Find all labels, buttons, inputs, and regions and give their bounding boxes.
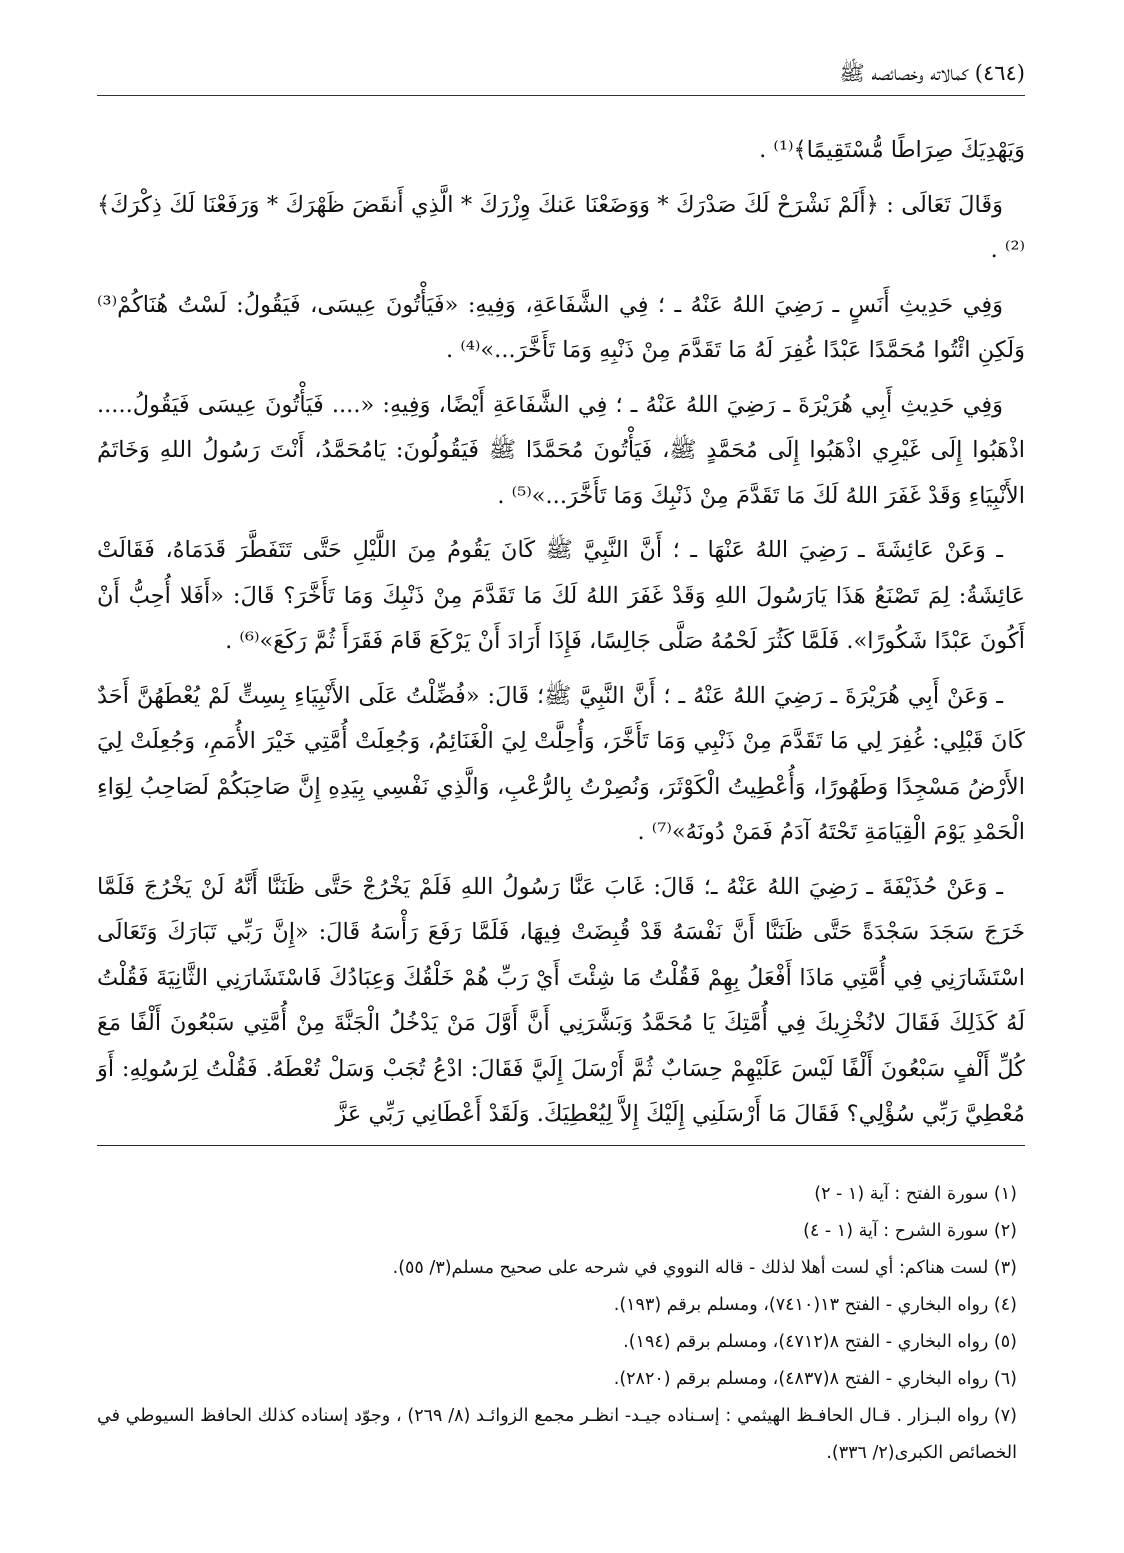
footnote-4: (٤) رواه البخاري - الفتح ١٣(٧٤١٠)، ومسلم برقم (١٩٣). xyxy=(613,1295,1017,1315)
footnotes xyxy=(97,1176,1017,1472)
paragraph: ـ وَعَنْ عَائِشَةَ ـ رَضِيَ اللهُ عَنْهَا ـ ؛ أَنَّ النَّبِيَّ ﷺ كَانَ يَقُومُ مِنَ اللَّيْلِ حَتَّى تَتَفَطَّرَ قَدَمَاهُ، فَقَالَتْ عَائِشَةُ: لِمَ تَصْنَعُ هَذَا يَارَسُولَ اللهِ وَقَدْ غَفَرَ اللهُ لَكَ مَا تَقَدَّمَ مِنْ ذَنْبِكَ وَمَا تَأَخَّرَ؟ قَالَ: «أَفَلا أُحِبُّ أَنْ أَكُونَ عَبْدًا شَكُورًا». فَلَمَّا كَثُرَ لَحْمُهُ صَلَّى جَالِسًا، فَإِذَا أَرَادَ أَنْ يَرْكَعَ قَامَ فَقَرَأَ ثُمَّ رَكَعَ»⁽⁶⁾ . xyxy=(97,537,1025,654)
paragraph: وَفِي حَدِيثِ أَبِي هُرَيْرَةَ ـ رَضِيَ اللهُ عَنْهُ ـ ؛ فِي الشَّفَاعَةِ أَيْضًا، وَفِيهِ: «.... فَيَأْتُونَ عِيسَى فَيَقُولُ..... اذْهَبُوا إِلَى غَيْرِي اذْهَبُوا إِلَى مُحَمَّدٍ ﷺ، فَيَأْتُونَ مُحَمَّدًا ﷺ فَيَقُولُونَ: يَامُحَمَّدُ، أَنْتَ رَسُولُ اللهِ وَخَاتَمُ الأَنْبِيَاءِ وَقَدْ غَفَرَ اللهُ لَكَ مَا تَقَدَّمَ مِنْ ذَنْبِكَ وَمَا تَأَخَّرَ...»⁽⁵⁾ . xyxy=(97,391,1025,509)
footnote-6: (٦) رواه البخاري - الفتح ٨(٤٨٣٧)، ومسلم برقم (٢٨٢٠). xyxy=(613,1369,1017,1389)
paragraph: ـ وَعَنْ حُذَيْفَةَ ـ رَضِيَ اللهُ عَنْهُ ـ؛ قَالَ: غَابَ عَنَّا رَسُولُ اللهِ فَلَمْ يَخْرُجْ حَتَّى ظَنَنَّا أَنَّهُ لَنْ يَخْرُجَ فَلَمَّا خَرَجَ سَجَدَ سَجْدَةً حَتَّى ظَنَنَّا أَنَّ نَفْسَهُ قَدْ قُبِضَتْ فِيهَا، فَلَمَّا رَفَعَ رَأْسَهُ قَالَ: «إِنَّ رَبِّي تَبَارَكَ وَتَعَالَى اسْتَشَارَنِي فِي أُمَّتِي مَاذَا أَفْعَلُ بِهِمْ فَقُلْتُ مَا شِئْتَ أَيْ رَبِّ هُمْ خَلْقُكَ وَعِبَادُكَ فَاسْتَشَارَنِي الثَّانِيَةَ فَقُلْتُ لَهُ كَذَلِكَ فَقَالَ لانُخْزِيكَ فِي أُمَّتِكَ يَا مُحَمَّدُ وَبَشَّرَنِي أَنَّ أَوَّلَ مَنْ يَدْخُلُ الْجَنَّةَ مِنْ أُمَّتِي سَبْعُونَ أَلْفًا مَعَ كُلِّ أَلْفٍ سَبْعُونَ أَلْفًا لَيْسَ عَلَيْهِمْ حِسَابٌ ثُمَّ أَرْسَلَ إِلَيَّ فَقَالَ: ادْعُ تُجَبْ وَسَلْ تُعْطَهُ. فَقُلْتُ لِرَسُولِهِ: أَوَ مُعْطِيَّ رَبِّي سُؤْلِي؟ فَقَالَ مَا أَرْسَلَنِي إِلَيْكَ إِلاَّ لِيُعْطِيَكَ. وَلَقَدْ أَعْطَانِي رَبِّي عَزَّ xyxy=(97,873,1025,1127)
paragraph: ـ وَعَنْ أَبِي هُرَيْرَةَ ـ رَضِيَ اللهُ عَنْهُ ـ ؛ أَنَّ النَّبِيَّ ﷺ؛ قَالَ: «فُضِّلْتُ عَلَى الأَنْبِيَاءِ بِسِتٍّ لَمْ يُعْطَهُنَّ أَحَدٌ كَانَ قَبْلِي: غُفِرَ لِي مَا تَقَدَّمَ مِنْ ذَنْبِي وَمَا تَأَخَّرَ، وَأُحِلَّتْ لِيَ الْغَنَائِمُ، وَجُعِلَتْ أُمَّتِي خَيْرَ الأُمَمِ، وَجُعِلَتْ لِيَ الأَرْضُ مَسْجِدًا وَطَهُورًا، وَأُعْطِيتُ الْكَوْثَرَ، وَنُصِرْتُ بِالرُّعْبِ، وَالَّذِي نَفْسِي بِيَدِهِ إِنَّ صَاحِبَكُمْ لَصَاحِبُ لِوَاءِ الْحَمْدِ يَوْمَ الْقِيَامَةِ تَحْتَهُ آدَمُ فَمَنْ دُونَهُ»⁽⁷⁾ . xyxy=(97,682,1025,845)
running-head: (٤٦٤) كمالاته وخصائصه ﷺ xyxy=(839,61,1025,85)
book-page xyxy=(97,0,1025,1553)
footnote-3: (٣) لست هناكم: أي لست أهلا لذلك - قاله النووي في شرحه على صحيح مسلم(٣/ ٥٥). xyxy=(392,1258,1017,1278)
header-rule xyxy=(97,95,1025,96)
footnote-5: (٥) رواه البخاري - الفتح ٨(٤٧١٢)، ومسلم برقم (١٩٤). xyxy=(623,1332,1017,1352)
paragraph: وَقَالَ تَعَالَى : ﴿أَلَمْ نَشْرَحْ لَكَ صَدْرَكَ * وَوَضَعْنَا عَنكَ وِزْرَكَ * الَّذِي أَنقَضَ ظَهْرَكَ * وَرَفَعْنَا لَكَ ذِكْرَكَ﴾⁽²⁾ . xyxy=(97,191,1025,263)
paragraph: وَيَهْدِيَكَ صِرَاطًا مُّسْتَقِيمًا﴾⁽¹⁾ . xyxy=(759,137,1025,163)
main-text xyxy=(97,128,1025,1147)
footnote-7: (٧) رواه البـزار . قـال الحافـظ الهيثمي : إسـناده جيـد- انظـر مجمع الزوائـد (٨/ ٢٦٩) ، وجوّد إسناده كذلك الحافظ السيوطي في الخصائص الكبرى(٢/ ٣٣٦). xyxy=(97,1406,1017,1463)
footnote-1: (١) سورة الفتح : آية (١ - ٢) xyxy=(814,1184,1017,1204)
paragraph: وَفِي حَدِيثِ أَنَسٍ ـ رَضِيَ اللهُ عَنْهُ ـ ؛ فِي الشَّفَاعَةِ، وَفِيهِ: «فَيَأْتُونَ عِيسَى، فَيَقُولُ: لَسْتُ هُنَاكُمْ⁽³⁾ وَلَكِنِ ائْتُوا مُحَمَّدًا عَبْدًا غُفِرَ لَهُ مَا تَقَدَّمَ مِنْ ذَنْبِهِ وَمَا تَأَخَّرَ...»⁽⁴⁾ . xyxy=(97,291,1025,363)
footnote-2: (٢) سورة الشرح : آية (١ - ٤) xyxy=(803,1221,1017,1241)
footnote-rule xyxy=(97,1145,1025,1146)
